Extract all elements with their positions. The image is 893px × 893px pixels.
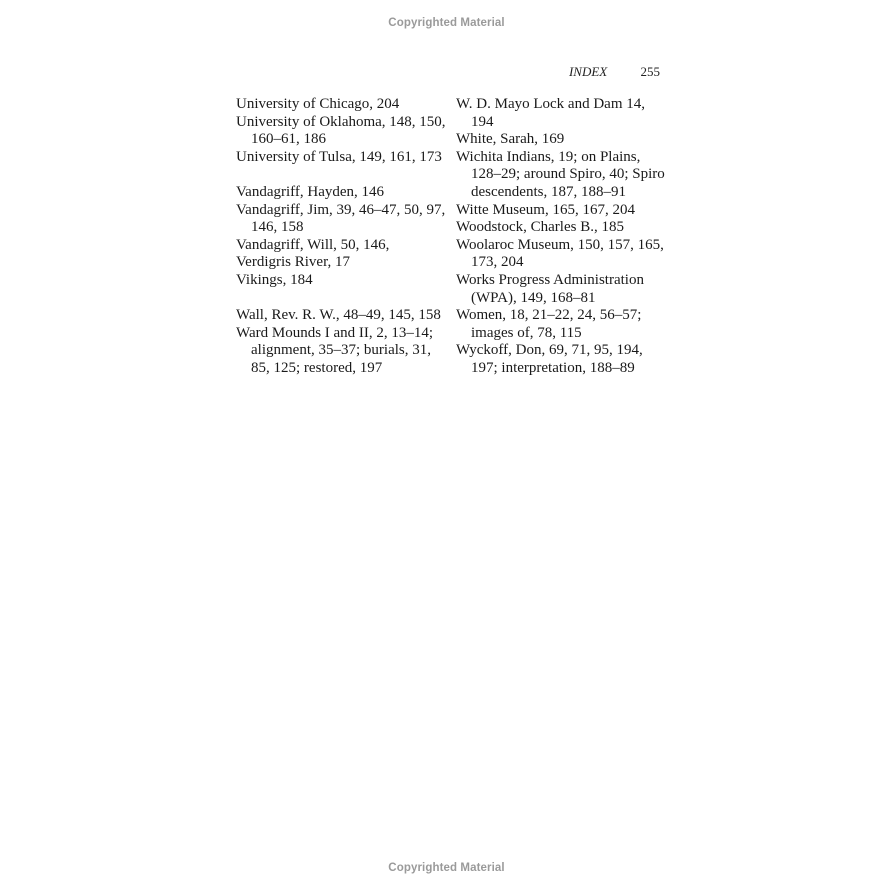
running-head-title: INDEX	[568, 64, 608, 79]
copyright-watermark-top: Copyrighted Material	[388, 17, 505, 29]
index-entry: Wall, Rev. R. W., 48–49, 145, 158	[236, 307, 441, 324]
index-entry: Vikings, 184	[236, 271, 313, 288]
index-entry: Works Progress Administration (WPA), 149, 168–81	[456, 271, 644, 306]
running-head	[540, 64, 660, 80]
letter-group-gap	[236, 290, 448, 308]
index-entry: University of Tulsa, 149, 161, 173	[236, 148, 442, 165]
index-column-right	[456, 96, 668, 378]
index-entry: Vandagriff, Hayden, 146	[236, 183, 385, 200]
index-entry: Verdigris River, 17	[236, 254, 350, 271]
index-entry: Vandagriff, Jim, 39, 46–47, 50, 97, 146, 158	[236, 201, 446, 236]
index-entry: University of Chicago, 204	[236, 96, 400, 112]
index-entry: Ward Mounds I and II, 2, 13–14; alignment, 35–37; burials, 31, 85, 125; restored, 197	[236, 324, 434, 376]
index-entry: W. D. Mayo Lock and Dam 14, 194	[456, 96, 645, 130]
index-entry: Witte Museum, 165, 167, 204	[456, 201, 635, 218]
index-column-left	[236, 96, 448, 378]
index-entry: Vandagriff, Will, 50, 146,	[236, 236, 390, 253]
index-entry: Wyckoff, Don, 69, 71, 95, 194, 197; interpretation, 188–89	[456, 342, 643, 376]
index-entry: White, Sarah, 169	[456, 131, 565, 148]
index-entry: Woolaroc Museum, 150, 157, 165, 173, 204	[456, 236, 664, 271]
index-entry: Wichita Indians, 19; on Plains, 128–29; around Spiro, 40; Spiro descendents, 187, 188–91	[456, 148, 665, 200]
page-number: 255	[640, 64, 660, 79]
index-entry: University of Oklahoma, 148, 150, 160–61, 186	[236, 113, 446, 148]
index-entry: Women, 18, 21–22, 24, 56–57; images of, 78, 115	[456, 307, 642, 341]
letter-group-gap	[236, 166, 448, 184]
copyright-watermark-bottom: Copyrighted Material	[388, 862, 505, 874]
index-entry: Woodstock, Charles B., 185	[456, 219, 624, 236]
